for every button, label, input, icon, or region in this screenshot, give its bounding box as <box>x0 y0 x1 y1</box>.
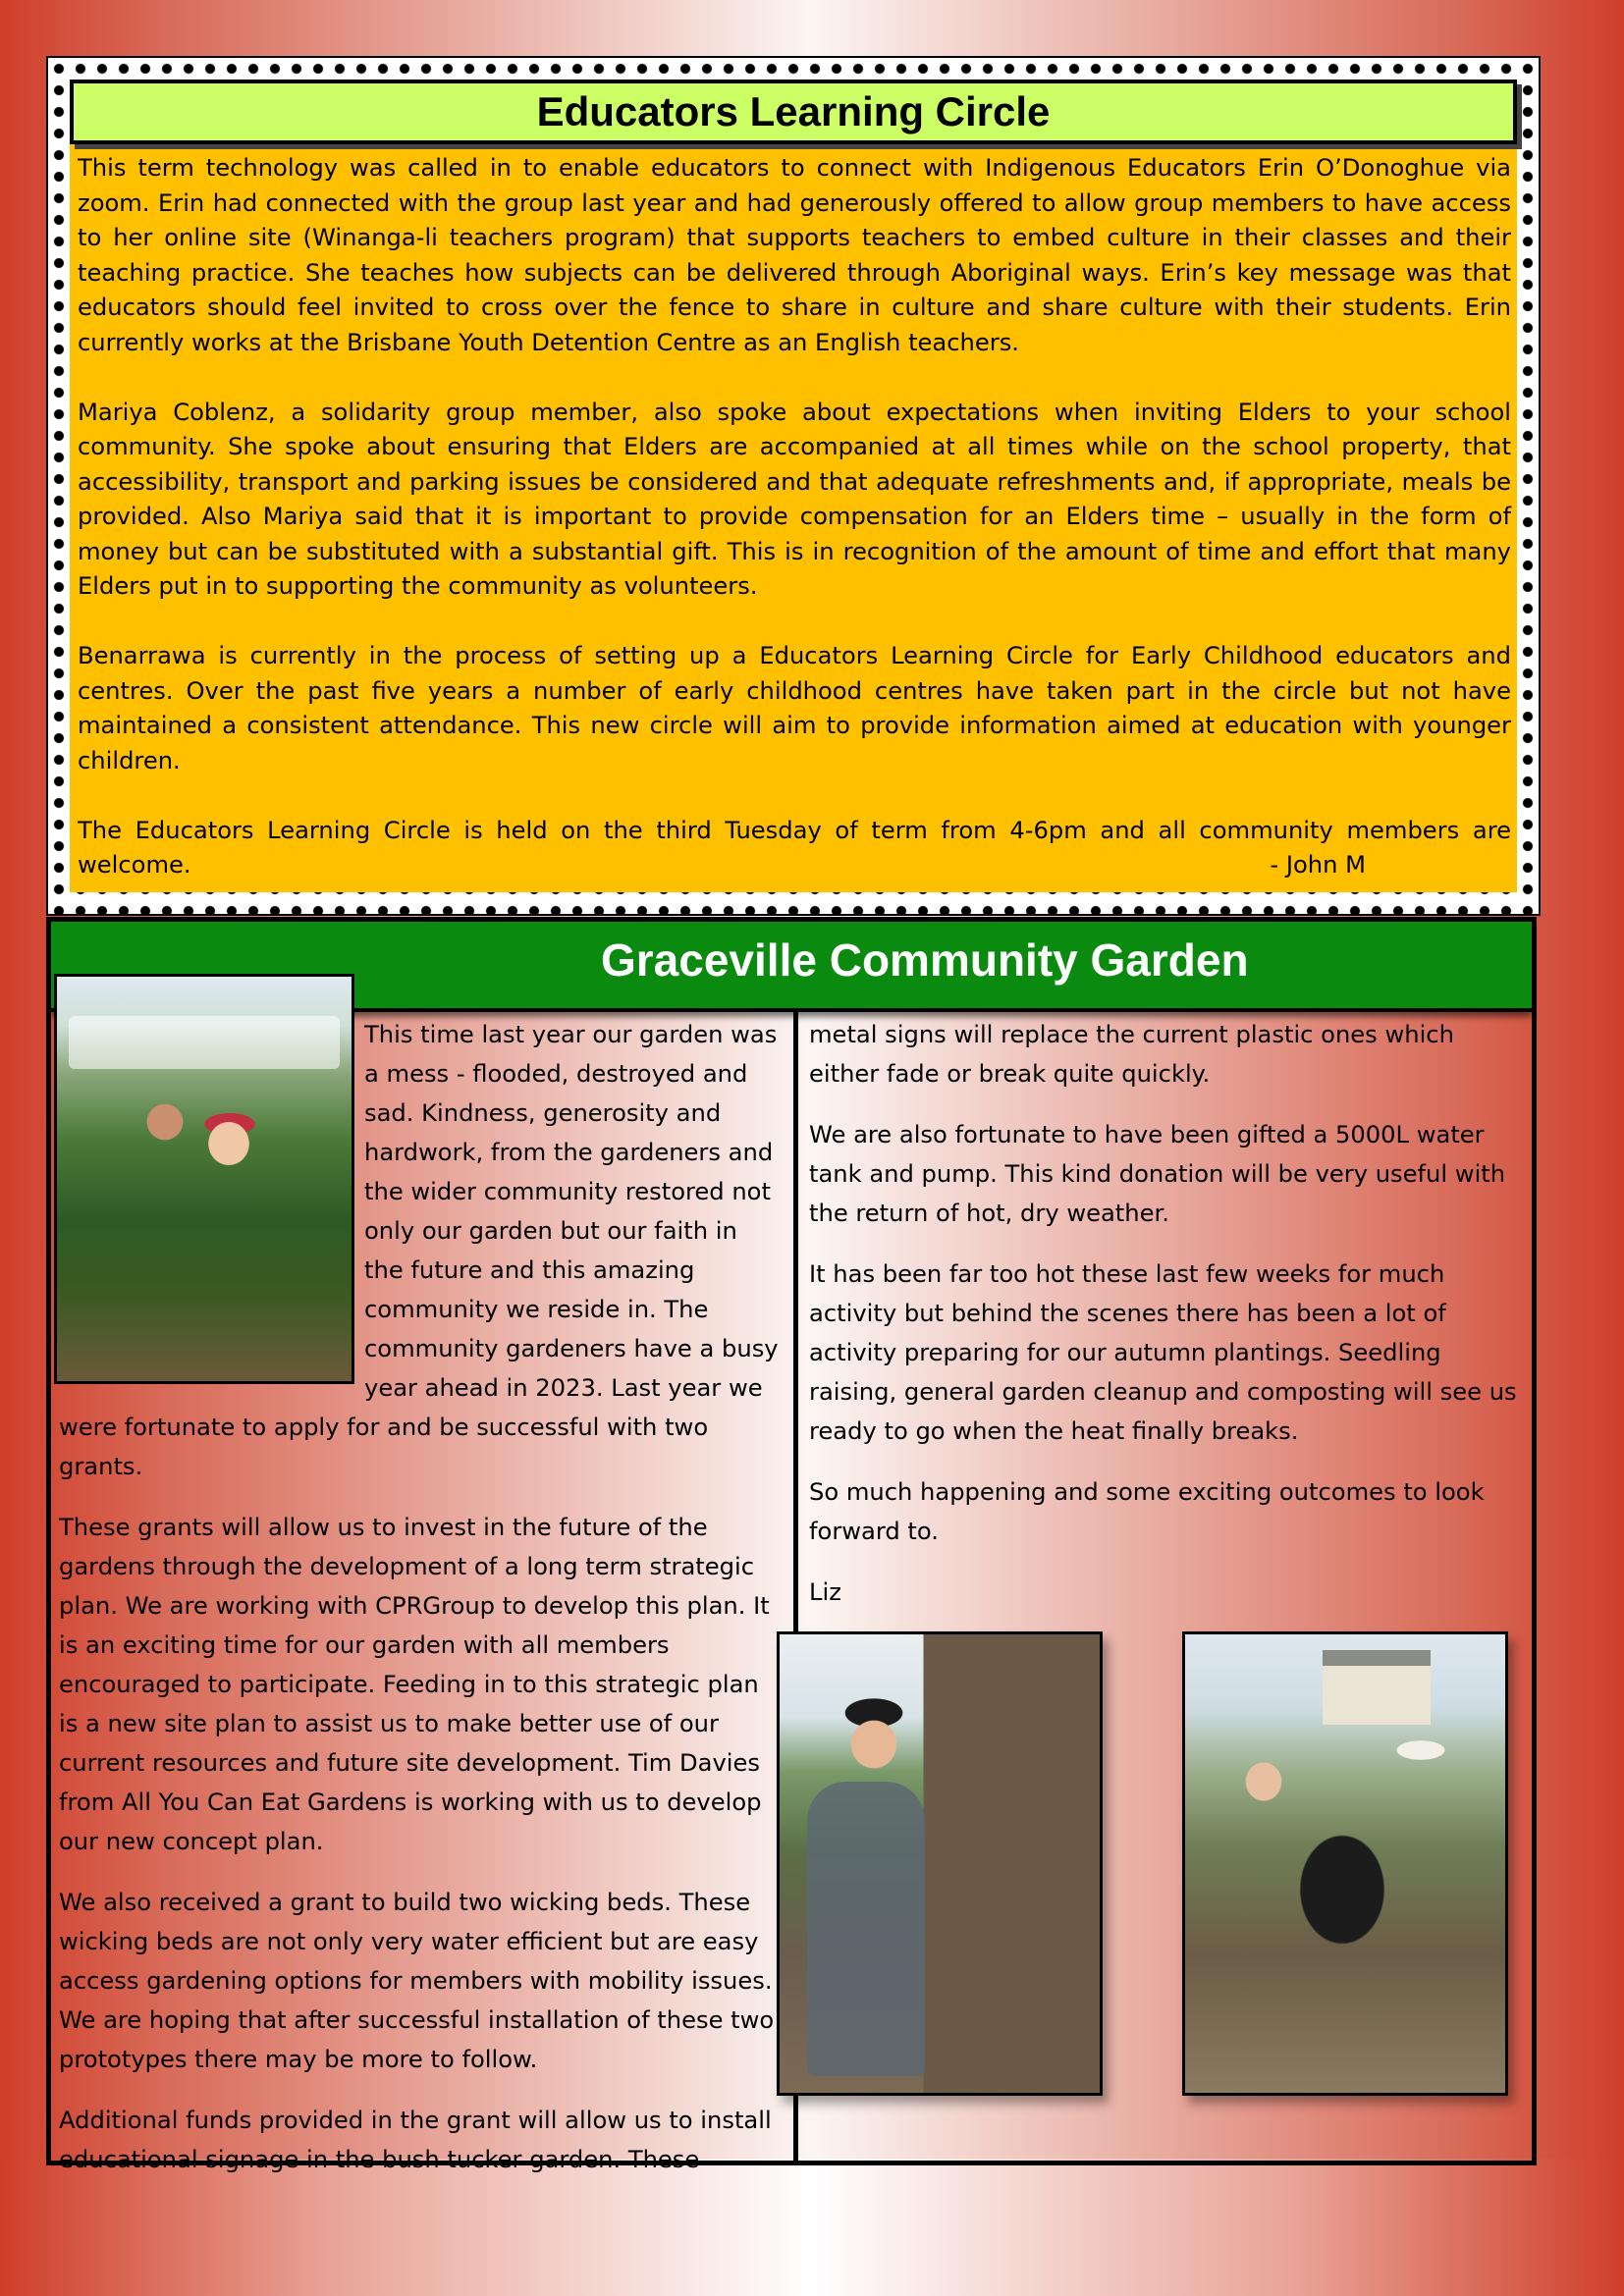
educators-paragraph: The Educators Learning Circle is held on the third Tuesday of term from 4-6pm and all community members are welcome. <box>78 816 1511 879</box>
garden-paragraph: Additional funds provided in the grant will allow us to install educational signage in the bush tucker garden. These <box>59 2107 772 2173</box>
gardeners-weeding-photo <box>54 974 354 1384</box>
garden-paragraph: These grants will allow us to invest in the future of the gardens through the development of a long term strategic plan. We are working with CPRGroup to develop this plan. It is an exciting time for our garden with all members encouraged to participate. Feeding in to this strategic plan is a new site plan to assist us to make better use of our current resources and future site development. Tim Davies from All You Can Eat Gardens is working with us to develop our new concept plan. <box>59 1514 770 1855</box>
garden-paragraph: metal signs will replace the current plastic ones which either fade or break quite quickly. <box>809 1021 1454 1088</box>
educators-paragraph: This term technology was called in to enable educators to connect with Indigenous Educators Erin O’Donoghue via zoom. Erin had connected with the group last year and had generously offered to allow group members to have access to her online site (Winanga-li teachers program) that supports teachers to embed culture in their classes and their teaching practice. She teaches how subjects can be delivered through Aboriginal ways. Erin’s key message was that educators should feel invited to cross over the fence to share in culture and share culture with their students. Erin currently works at the Brisbane Youth Detention Centre as an English teachers. <box>78 154 1511 356</box>
educators-circle-header <box>70 80 1517 144</box>
educators-signature: - John M <box>1270 851 1366 879</box>
garden-left-column <box>59 1015 784 2201</box>
educators-paragraph-closing <box>78 814 1511 883</box>
educators-paragraph: Mariya Coblenz, a solidarity group member, also spoke about expectations when inviting Elders to your school community. She spoke about ensuring that Elders are accompanied at all times while on the school property, that accessibility, transport and parking issues be considered and that adequate refreshments and, if appropriate, meals be provided. Also Mariya said that it is important to provide compensation for an Elders time – usually in the form of money but can be substituted with a substantial gift. This is in recognition of the amount of time and effort that many Elders put in to supporting the community as volunteers. <box>78 398 1511 600</box>
educators-circle-title: Educators Learning Circle <box>536 88 1051 134</box>
educators-circle-content <box>70 80 1517 892</box>
garden-paragraph: We are also fortunate to have been gifted a 5000L water tank and pump. This kind donation will be very useful with the return of hot, dry weather. <box>809 1121 1506 1227</box>
garden-title: Graceville Community Garden <box>601 934 1249 986</box>
garden-paragraph: We also received a grant to build two wicking beds. These wicking beds are not only very water efficient but are easy access gardening options for members with mobility issues. We are hoping that after successful installation of these two prototypes there may be more to follow. <box>59 1889 775 2073</box>
compost-bin-photo <box>1182 1631 1508 2096</box>
garden-paragraph: This time last year our garden was a mess - flooded, destroyed and sad. Kindness, generosity and hardwork, from the gardeners and the wider community restored not only our garden but our faith in the future and this amazing community we reside in. The community gardeners have a busy year ahead in 2023. Last year we were fortunate to apply for and be successful with two grants. <box>59 1021 779 1480</box>
educators-circle-panel <box>46 56 1541 916</box>
compost-bay-photo <box>777 1631 1103 2096</box>
garden-paragraph: It has been far too hot these last few weeks for much activity but behind the scenes there has been a lot of activity preparing for our autumn plantings. Seedling raising, general garden cleanup and composting will see us ready to go when the heat finally breaks. <box>809 1260 1517 1445</box>
educators-circle-body <box>78 151 1511 883</box>
garden-author: Liz <box>809 1578 841 1606</box>
garden-right-column <box>809 1015 1526 1633</box>
educators-paragraph: Benarrawa is currently in the process of setting up a Educators Learning Circle for Early Childhood educators and centres. Over the past five years a number of early childhood centres have taken part in the circle but not have maintained a consistent attendance. This new circle will aim to provide information aimed at education with younger children. <box>78 642 1511 774</box>
garden-paragraph: So much happening and some exciting outcomes to look forward to. <box>809 1478 1485 1545</box>
